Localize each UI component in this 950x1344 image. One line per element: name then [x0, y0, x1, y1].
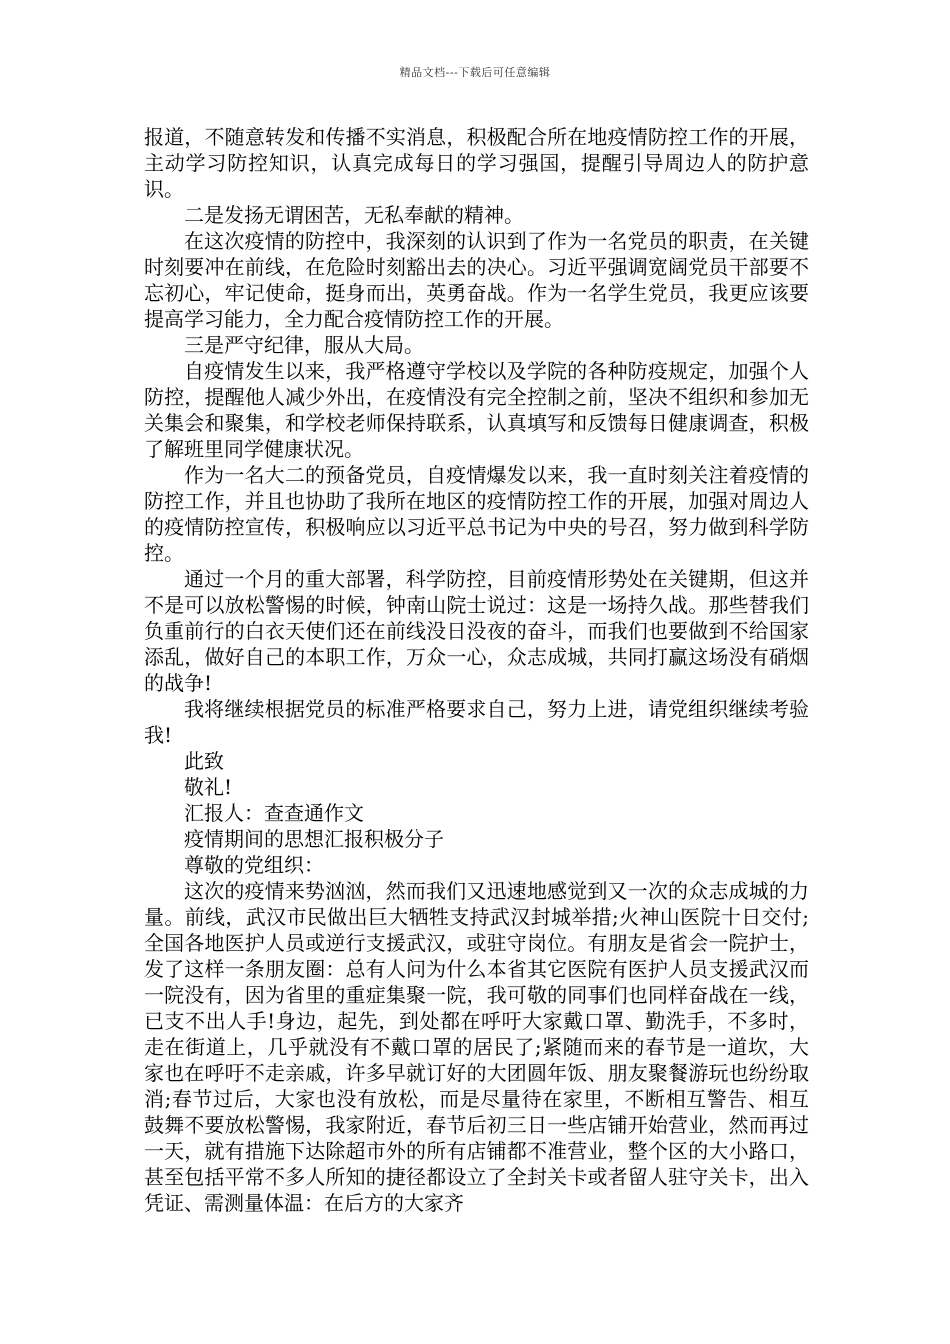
paragraph: 作为一名大二的预备党员，自疫情爆发以来，我一直时刻关注着疫情的防控工作，并且也协助了我所在地区的疫情防控工作的开展，加强对周边人的疫情防控宣传，积极响应以习近平总书记为中央的号召，努力做到科学防控。 [144, 463, 809, 565]
page-header: 精品文档---下载后可任意编辑 [399, 66, 551, 79]
section-heading: 二是发扬无谓困苦，无私奉献的精神。 [184, 203, 524, 227]
closing-line: 此致 [184, 749, 224, 773]
closing-salute: 敬礼! [184, 775, 233, 799]
paragraph: 这次的疫情来势汹汹，然而我们又迅速地感觉到又一次的众志成城的力量。前线，武汉市民做出巨大牺牲支持武汉封城举措;火神山医院十日交付;全国各地医护人员或逆行支援武汉，或驻守岗位。有朋友是省会一院护士，发了这样一条朋友圈：总有人问为什么本省其它医院有医护人员支援武汉而一院没有，因为省里的重症集聚一院，我可敬的同事们也同样奋战在一线，已支不出人手!身边，起先，到处都在呼吁大家戴口罩、勤洗手，不多时，走在街道上，几乎就没有不戴口罩的居民了;紧随而来的春节是一道坎，大家也在呼吁不走亲戚，许多早就订好的大团圆年饭、朋友聚餐游玩也纷纷取消;春节过后，大家也没有放松，而是尽量待在家里，不断相互警告、相互鼓舞不要放松警惕，我家附近，春节后初三日一些店铺开始营业，然而再过一天，就有措施下达除超市外的所有店铺都不准营业，整个区的大小路口，甚至包括平常不多人所知的捷径都设立了全封关卡或者留人驻守关卡，出入凭证、需测量体温：在后方的大家齐 [144, 879, 809, 1215]
paragraph: 报道，不随意转发和传播不实消息，积极配合所在地疫情防控工作的开展，主动学习防控知识，认真完成每日的学习强国，提醒引导周边人的防护意识。 [144, 125, 809, 201]
paragraph: 在这次疫情的防控中，我深刻的认识到了作为一名党员的职责，在关键时刻要冲在前线，在危险时刻豁出去的决心。习近平强调宽阔党员干部要不忘初心，牢记使命，挺身而出，英勇奋战。作为一名学生党员，我更应该要提高学习能力，全力配合疫情防控工作的开展。 [144, 229, 809, 331]
paragraph: 自疫情发生以来，我严格遵守学校以及学院的各种防疫规定，加强个人防控，提醒他人减少外出，在疫情没有完全控制之前，坚决不组织和参加无关集会和聚集，和学校老师保持联系，认真填写和反馈每日健康调查，积极了解班里同学健康状况。 [144, 359, 809, 461]
reporter-line: 汇报人：查查通作文 [184, 801, 364, 825]
section-heading: 三是严守纪律，服从大局。 [184, 333, 424, 357]
paragraph: 我将继续根据党员的标准严格要求自己，努力上进，请党组织继续考验我! [144, 697, 809, 747]
document-body [144, 124, 809, 1216]
document-title: 疫情期间的思想汇报积极分子 [184, 827, 444, 851]
salutation: 尊敬的党组织： [184, 853, 324, 877]
paragraph: 通过一个月的重大部署，科学防控，目前疫情形势处在关键期，但这并不是可以放松警惕的时候，钟南山院士说过：这是一场持久战。那些替我们负重前行的白衣天使们还在前线没日没夜的奋斗，而我们也要做到不给国家添乱，做好自己的本职工作，万众一心，众志成城，共同打赢这场没有硝烟的战争! [144, 567, 809, 695]
